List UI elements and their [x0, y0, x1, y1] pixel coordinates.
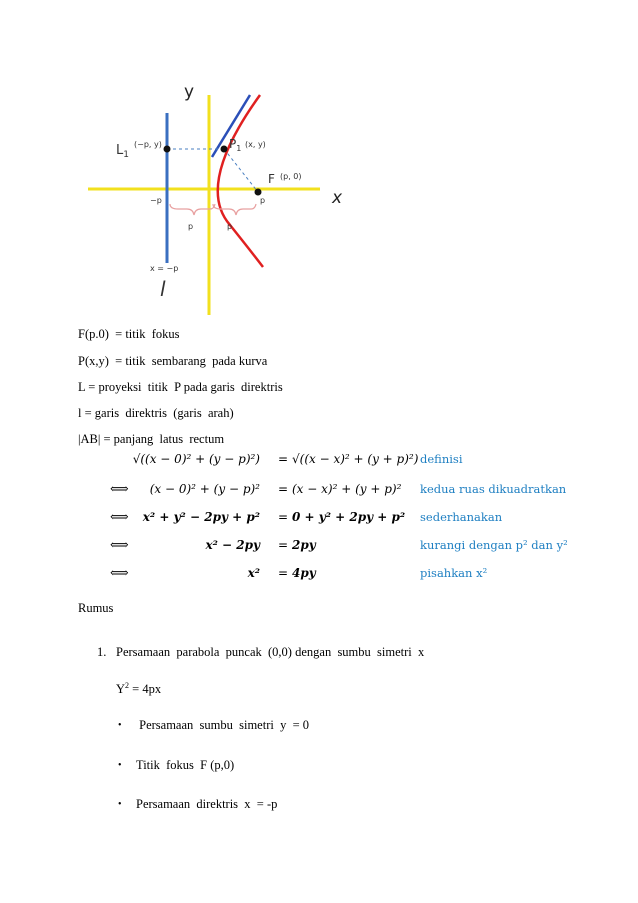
derivation-note: pisahkan x² [420, 566, 488, 580]
label-F: F [268, 172, 275, 186]
parabola-graph [100, 75, 370, 320]
rumus-item-number: 1. [97, 645, 107, 659]
bullet-item: Titik fokus F (p,0) [136, 758, 235, 772]
derivation-note: definisi [420, 452, 463, 466]
derivation-lhs: x² − 2py [205, 538, 260, 552]
formula-rest: = 4px [129, 682, 162, 697]
label-p-brace1: p [188, 222, 194, 231]
definition-projection: L = proyeksi titik P pada garis direktris [78, 380, 283, 394]
rumus-heading: Rumus [78, 601, 114, 615]
derivation-eq: = [278, 566, 289, 580]
label-L1: $L_1$ [116, 143, 129, 160]
point-F [255, 189, 262, 196]
bullet-glyph: • [118, 799, 122, 810]
formula-base: Y [116, 682, 126, 697]
derivation-eq: = [278, 452, 289, 466]
derivation-note: sederhanakan [420, 510, 503, 524]
derivation-lhs: √((x − 0)² + (y − p)²) [132, 452, 260, 466]
label-y: y [184, 82, 195, 102]
label-directrix-eq: x = −p [150, 264, 179, 273]
label-P1: $P_1$ [229, 137, 242, 153]
derivation-lhs: x² [247, 566, 260, 580]
derivation-lhs: (x − 0)² + (y − p)² [149, 482, 260, 496]
definition-latus-rectum: |AB| = panjang latus rectum [78, 432, 225, 446]
point-P1 [221, 146, 228, 153]
iff-symbol: ⟺ [110, 510, 129, 525]
derivation-note: kurangi dengan p² dan y² [420, 538, 568, 552]
label-neg-p: −p [150, 196, 162, 205]
definition-directrix: l = garis direktris (garis arah) [78, 406, 234, 420]
label-F-coord: (p, 0) [280, 172, 302, 181]
label-x: x [332, 188, 343, 208]
point-L1 [164, 146, 171, 153]
derivation-eq: = [278, 538, 289, 552]
derivation-rhs: √((x − x)² + (y + p)²) [292, 452, 419, 466]
label-p-axis: p [260, 196, 266, 205]
label-p-brace2: p [227, 222, 233, 231]
definition-focus: F(p.0) = titik fokus [78, 327, 180, 341]
dashed-P1-F [224, 149, 258, 192]
iff-symbol: ⟺ [110, 566, 129, 581]
derivation-rhs: 2py [292, 538, 316, 552]
label-P1-coord: (x, y) [245, 140, 266, 149]
derivation-lhs: x² + y² − 2py + p² [142, 510, 260, 524]
iff-symbol: ⟺ [110, 538, 129, 553]
derivation-rhs: (x − x)² + (y + p)² [292, 482, 402, 496]
derivation-rhs: 0 + y² + 2py + p² [292, 510, 406, 524]
rumus-formula [116, 681, 161, 697]
label-L1-coord: (−p, y) [134, 140, 162, 149]
derivation-rhs: 4py [292, 566, 316, 580]
derivation-eq: = [278, 510, 289, 524]
bullet-glyph: • [118, 760, 122, 771]
rumus-item-text: Persamaan parabola puncak (0,0) dengan sumbu simetri x [116, 645, 425, 659]
label-l: l [160, 277, 166, 301]
derivation-note: kedua ruas dikuadratkan [420, 482, 567, 496]
definition-point: P(x,y) = titik sembarang pada kurva [78, 354, 268, 368]
bullet-item: Persamaan direktris x = -p [136, 797, 278, 811]
formula-sup: 2 [125, 681, 130, 690]
parabola-curve [218, 95, 266, 267]
iff-symbol: ⟺ [110, 482, 129, 497]
bullet-item: Persamaan sumbu simetri y = 0 [136, 718, 309, 732]
bullet-glyph: • [118, 720, 122, 731]
derivation-block [110, 445, 568, 585]
derivation-eq: = [278, 482, 289, 496]
